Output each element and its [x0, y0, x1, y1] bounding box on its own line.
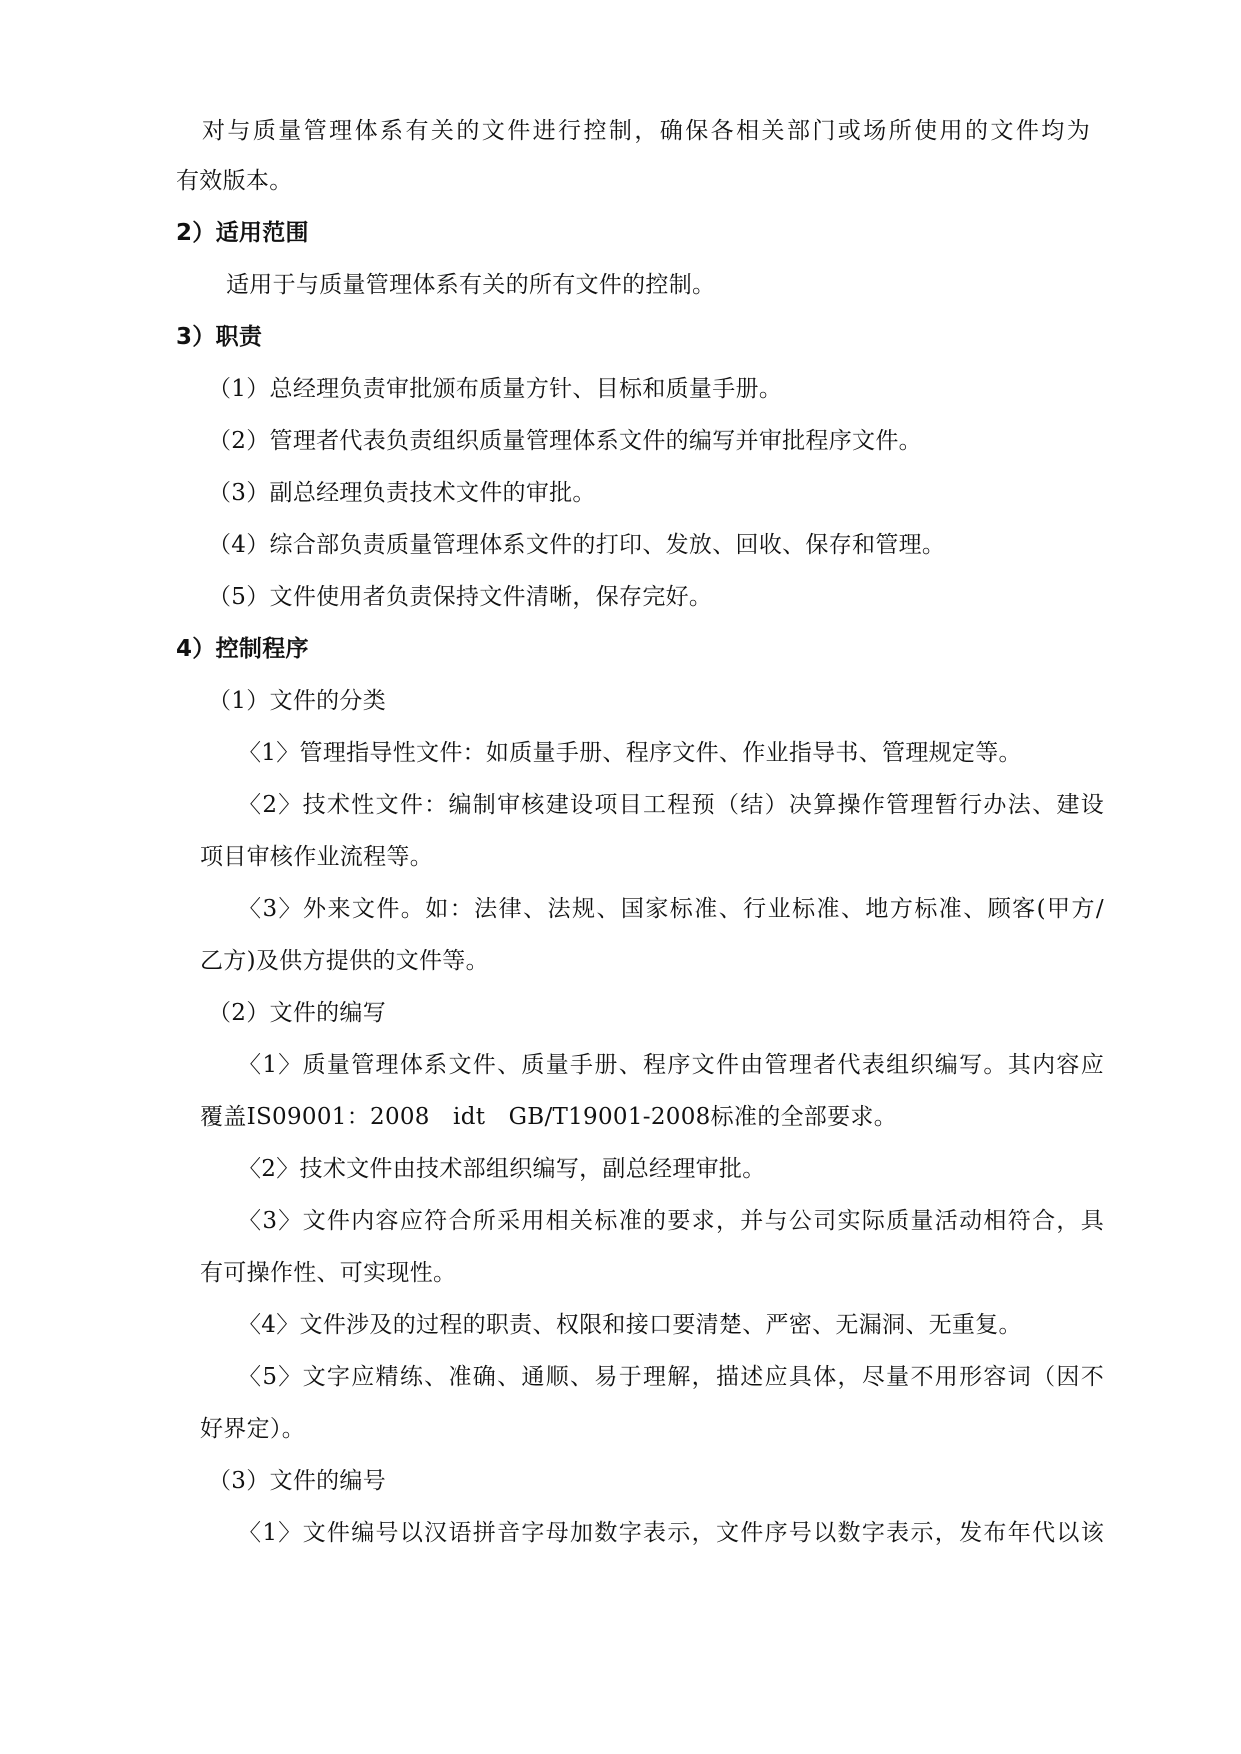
responsibility-item-4: （4）综合部负责质量管理体系文件的打印、发放、回收、保存和管理。: [208, 532, 946, 558]
purpose-text-line-2: 有效版本。: [176, 168, 293, 194]
responsibility-item-2: （2）管理者代表负责组织质量管理体系文件的编写并审批程序文件。: [208, 428, 922, 454]
writing-item-3-line-2: 有可操作性、可实现性。: [200, 1260, 457, 1286]
subsection-title-writing: （2）文件的编写: [208, 1000, 387, 1026]
scope-text: 适用于与质量管理体系有关的所有文件的控制。: [226, 272, 716, 298]
responsibility-item-1: （1）总经理负责审批颁布质量方针、目标和质量手册。: [208, 376, 783, 402]
responsibility-item-3: （3）副总经理负责技术文件的审批。: [208, 480, 596, 506]
writing-item-3-line-1: 〈3〉文件内容应符合所采用相关标准的要求，并与公司实际质量活动相符合，具: [238, 1208, 1104, 1234]
subsection-title-numbering: （3）文件的编号: [208, 1468, 387, 1494]
section-heading-responsibilities: 3）职责: [176, 324, 263, 350]
writing-item-5-line-1: 〈5〉文字应精练、准确、通顺、易于理解，描述应具体，尽量不用形容词（因不: [238, 1364, 1104, 1390]
classification-item-2-line-1: 〈2〉技术性文件：编制审核建设项目工程预（结）决算操作管理暂行办法、建设: [238, 792, 1104, 818]
section-heading-scope: 2）适用范围: [176, 220, 309, 246]
classification-item-3-line-1: 〈3〉外来文件。如：法律、法规、国家标准、行业标准、地方标准、顾客(甲方/: [238, 896, 1104, 922]
writing-item-2: 〈2〉技术文件由技术部组织编写，副总经理审批。: [238, 1156, 766, 1182]
numbering-item-1-line-1: 〈1〉文件编号以汉语拼音字母加数字表示，文件序号以数字表示，发布年代以该: [238, 1520, 1104, 1546]
classification-item-2-line-2: 项目审核作业流程等。: [200, 844, 433, 870]
writing-item-1-line-1: 〈1〉质量管理体系文件、质量手册、程序文件由管理者代表组织编写。其内容应: [238, 1052, 1104, 1078]
writing-item-5-line-2: 好界定）。: [200, 1416, 305, 1442]
writing-item-1-line-2: 覆盖IS09001：2008 idt GB/T19001-2008标准的全部要求。: [200, 1104, 897, 1130]
writing-item-4: 〈4〉文件涉及的过程的职责、权限和接口要清楚、严密、无漏洞、无重复。: [238, 1312, 1022, 1338]
purpose-text-line-1: 对与质量管理体系有关的文件进行控制，确保各相关部门或场所使用的文件均为: [202, 118, 1090, 144]
classification-item-3-line-2: 乙方)及供方提供的文件等。: [200, 948, 489, 974]
responsibility-item-5: （5）文件使用者负责保持文件清晰，保存完好。: [208, 584, 713, 610]
subsection-title-classification: （1）文件的分类: [208, 688, 387, 714]
section-heading-control-procedure: 4）控制程序: [176, 636, 309, 662]
classification-item-1: 〈1〉管理指导性文件：如质量手册、程序文件、作业指导书、管理规定等。: [238, 740, 1022, 766]
